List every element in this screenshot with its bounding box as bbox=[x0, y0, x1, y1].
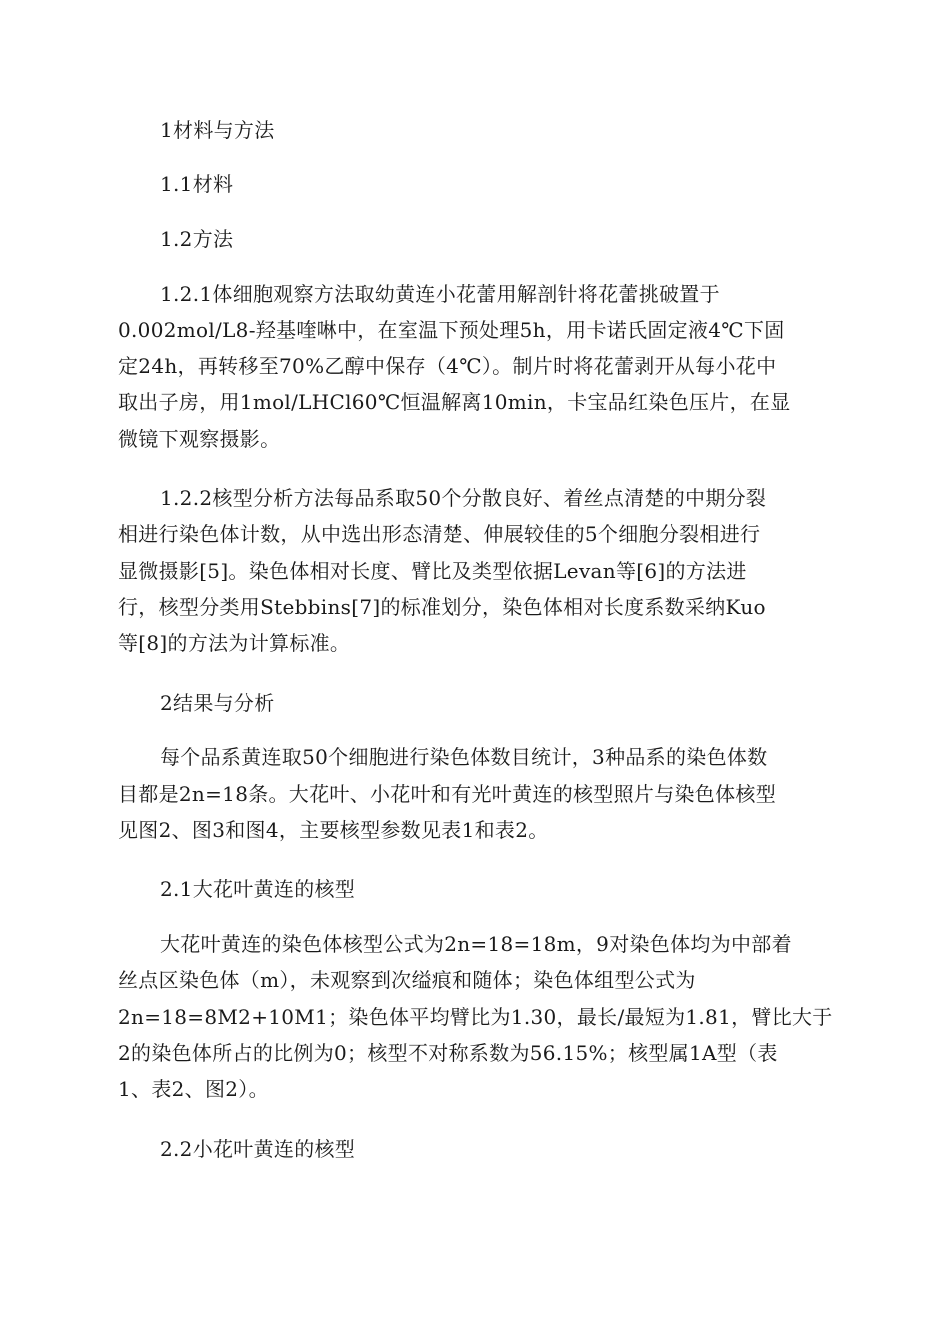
heading-results-analysis: 2结果与分析 bbox=[160, 691, 275, 715]
paragraph-line: 大花叶黄连的染色体核型公式为2n=18=18m，9对染色体均为中部着 bbox=[160, 932, 792, 956]
paragraph-line: 定24h，再转移至70%乙醇中保存（4℃）。制片时将花蕾剥开从每小花中 bbox=[118, 354, 777, 378]
paragraph-line: 2的染色体所占的比例为0；核型不对称系数为56.15%；核型属1A型（表 bbox=[118, 1041, 778, 1065]
paragraph-line: 0.002mol/L8-羟基喹啉中，在室温下预处理5h，用卡诺氏固定液4℃下固 bbox=[118, 318, 785, 342]
heading-materials-methods: 1材料与方法 bbox=[160, 118, 275, 142]
paragraph-line: 2n=18=8M2+10M1；染色体平均臂比为1.30，最长/最短为1.81，臂比大于 bbox=[118, 1005, 833, 1029]
heading-section-2-2: 2.2小花叶黄连的核型 bbox=[160, 1137, 356, 1161]
paragraph-line: 相进行染色体计数，从中选出形态清楚、伸展较佳的5个细胞分裂相进行 bbox=[118, 522, 761, 546]
paragraph-line: 1、表2、图2）。 bbox=[118, 1077, 269, 1101]
paragraph-line: 行，核型分类用Stebbins[7]的标准划分，染色体相对长度系数采纳Kuo bbox=[118, 595, 766, 619]
heading-section-2-1: 2.1大花叶黄连的核型 bbox=[160, 877, 356, 901]
paragraph-line: 取出子房，用1mol/LHCl60℃恒温解离10min，卡宝品红染色压片，在显 bbox=[118, 390, 791, 414]
paragraph-line: 目都是2n=18条。大花叶、小花叶和有光叶黄连的核型照片与染色体核型 bbox=[118, 782, 777, 806]
paragraph-line: 丝点区染色体（m），未观察到次缢痕和随体；染色体组型公式为 bbox=[118, 968, 696, 992]
paragraph-line: 见图2、图3和图4，主要核型参数见表1和表2。 bbox=[118, 818, 549, 842]
paragraph-line: 微镜下观察摄影。 bbox=[118, 427, 281, 451]
heading-methods: 1.2方法 bbox=[160, 227, 234, 251]
heading-materials: 1.1材料 bbox=[160, 172, 234, 196]
paragraph-line: 等[8]的方法为计算标准。 bbox=[118, 631, 351, 655]
paragraph-line: 1.2.1体细胞观察方法取幼黄连小花蕾用解剖针将花蕾挑破置于 bbox=[160, 282, 720, 306]
paragraph-line: 显微摄影[5]。染色体相对长度、臂比及类型依据Levan等[6]的方法进 bbox=[118, 559, 747, 583]
paragraph-line: 每个品系黄连取50个细胞进行染色体数目统计，3种品系的染色体数 bbox=[160, 745, 768, 769]
paragraph-line: 1.2.2核型分析方法每品系取50个分散良好、着丝点清楚的中期分裂 bbox=[160, 486, 767, 510]
